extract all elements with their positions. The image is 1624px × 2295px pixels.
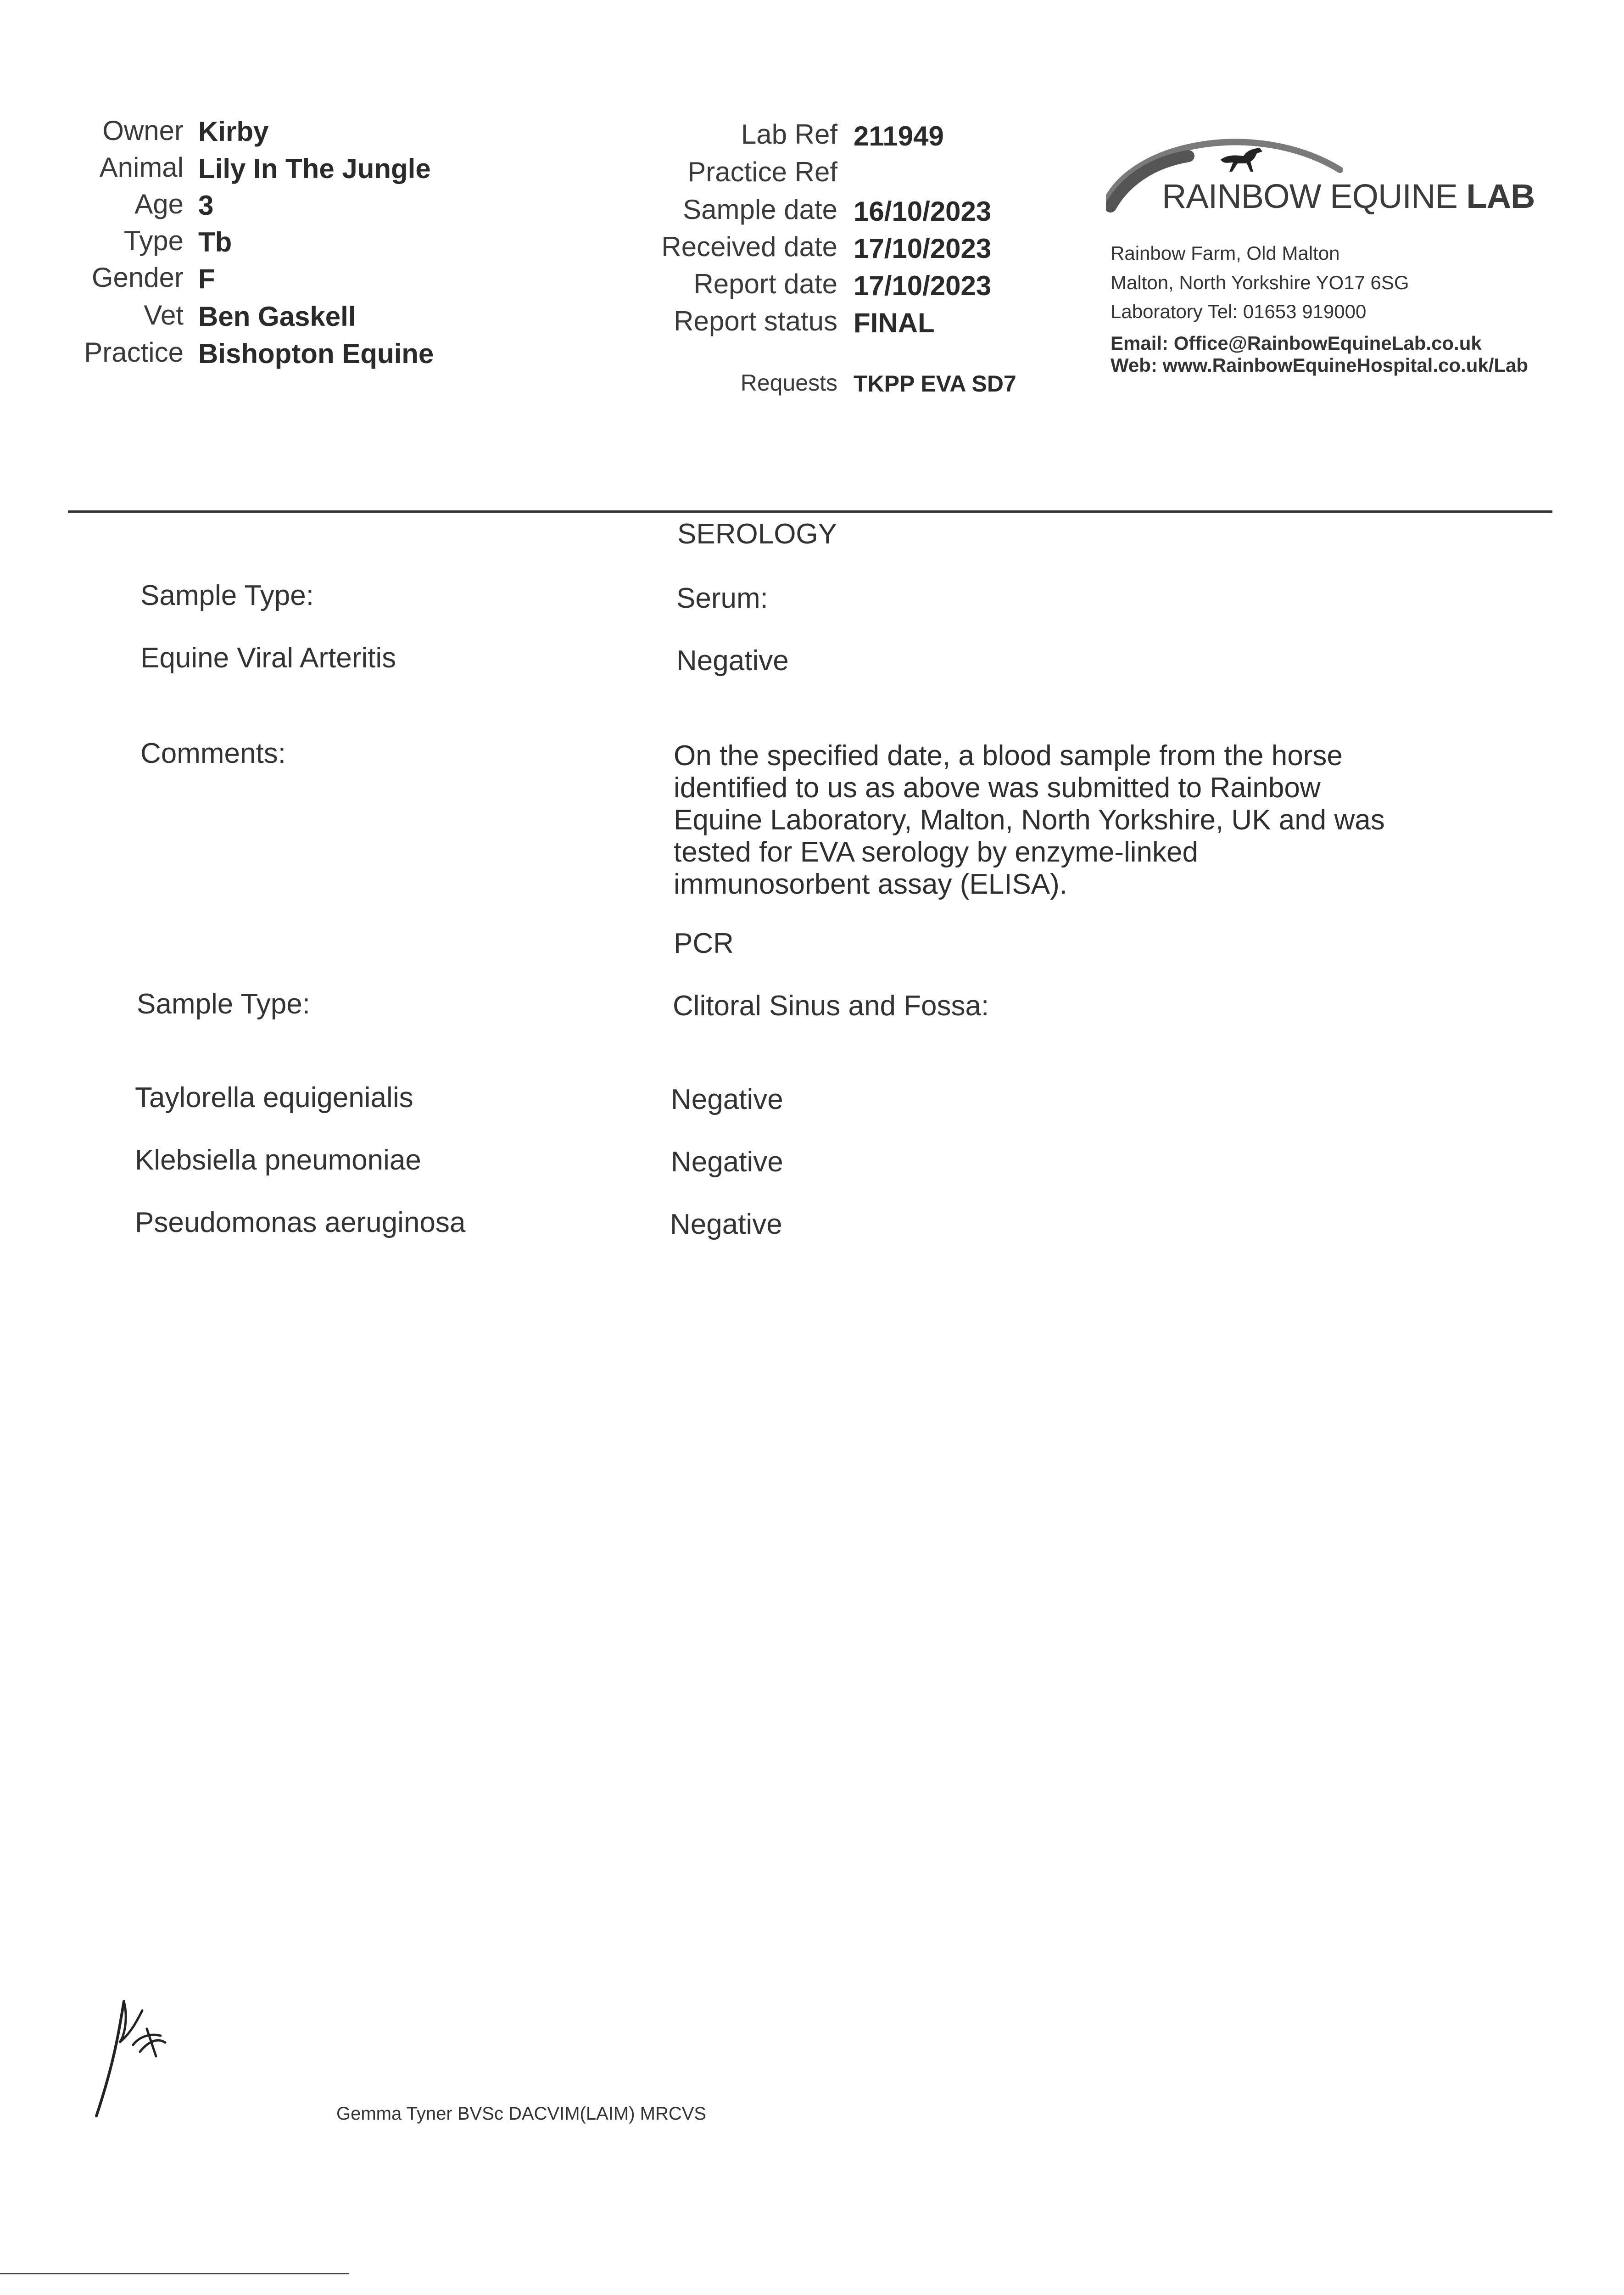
gender-label: Gender: [91, 262, 184, 293]
lab-ref-value: 211949: [854, 121, 944, 151]
pcr-heading: PCR: [674, 928, 734, 959]
pcr-test-result: Negative: [670, 1209, 782, 1240]
type-value: Tb: [198, 227, 232, 257]
header-divider: [68, 510, 1552, 513]
practice-label: Practice: [84, 337, 184, 368]
gender-value: F: [198, 263, 215, 294]
serology-sample-type-label: Sample Type:: [140, 580, 314, 611]
pcr-test-name: Taylorella equigenialis: [135, 1082, 413, 1114]
report-status-label: Report status: [674, 306, 837, 336]
type-label: Type: [123, 225, 184, 256]
vet-label: Vet: [144, 300, 184, 330]
lab-telephone: Laboratory Tel: 01653 919000: [1111, 301, 1367, 322]
pcr-sample-type-value: Clitoral Sinus and Fossa:: [673, 990, 989, 1022]
vet-value: Ben Gaskell: [198, 301, 356, 332]
comments-text: On the specified date, a blood sample from the horse identified to us as above was submitted to Rainbow Equine Laboratory, Malton, North Yorkshire, UK and was tested for EVA serology by enzyme-linked immunosorbent assay (ELISA).: [674, 740, 1385, 900]
lab-website: Web: www.RainbowEquineHospital.co.uk/Lab: [1111, 354, 1529, 376]
age-value: 3: [198, 190, 214, 221]
signatory-caption: Gemma Tyner BVSc DACVIM(LAIM) MRCVS: [336, 2104, 707, 2124]
age-label: Age: [134, 189, 184, 219]
serology-sample-type-value: Serum:: [676, 582, 768, 614]
requests-label: Requests: [740, 370, 837, 396]
owner-label: Owner: [102, 115, 184, 146]
serology-heading: SEROLOGY: [677, 518, 837, 550]
practice-ref-label: Practice Ref: [687, 157, 837, 187]
animal-label: Animal: [99, 152, 184, 183]
practice-value: Bishopton Equine: [198, 338, 434, 369]
pcr-test-result: Negative: [671, 1084, 783, 1115]
signature-mark: [92, 1992, 193, 2121]
requests-value: TKPP EVA SD7: [854, 371, 1016, 397]
lab-name-bold: LAB: [1466, 177, 1535, 215]
horse-icon: [1218, 146, 1269, 174]
pcr-test-result: Negative: [671, 1146, 783, 1178]
address-line2: Malton, North Yorkshire YO17 6SG: [1111, 272, 1409, 293]
eva-test-label: Equine Viral Arteritis: [140, 642, 396, 674]
comments-label: Comments:: [140, 738, 286, 769]
received-date-label: Received date: [661, 231, 837, 262]
pcr-test-name: Pseudomonas aeruginosa: [135, 1207, 466, 1238]
lab-name-regular: RAINBOW EQUINE: [1162, 177, 1457, 215]
pcr-test-name: Klebsiella pneumoniae: [135, 1144, 421, 1176]
sample-date-value: 16/10/2023: [854, 196, 992, 227]
animal-value: Lily In The Jungle: [198, 153, 431, 184]
received-date-value: 17/10/2023: [854, 233, 992, 264]
address-line1: Rainbow Farm, Old Malton: [1111, 242, 1340, 264]
report-date-label: Report date: [693, 269, 837, 299]
report-date-value: 17/10/2023: [854, 270, 992, 301]
lab-email: Email: Office@RainbowEquineLab.co.uk: [1111, 332, 1482, 354]
sample-date-label: Sample date: [683, 194, 837, 225]
lab-name: [1162, 177, 1535, 216]
owner-value: Kirby: [198, 116, 269, 147]
footer-line: [0, 2273, 349, 2274]
lab-ref-label: Lab Ref: [741, 119, 837, 150]
report-status-value: FINAL: [854, 308, 935, 338]
pcr-sample-type-label: Sample Type:: [137, 988, 310, 1020]
eva-test-result: Negative: [676, 645, 789, 677]
